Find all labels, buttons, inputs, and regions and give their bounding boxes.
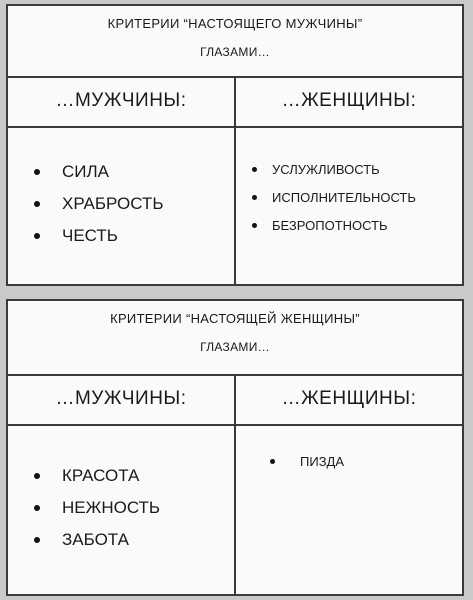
list-item-label: ХРАБРОСТЬ [62,194,164,213]
bullet-icon [34,473,40,479]
card-title: КРИТЕРИИ “НАСТОЯЩЕЙ ЖЕНЩИНЫ” [110,311,360,326]
bullet-icon [252,167,257,172]
list-item-label: ЗАБОТА [62,530,129,549]
left-column-header: …МУЖЧИНЫ: [8,78,236,126]
bullet-icon [270,459,275,464]
bullet-icon [34,537,40,543]
women-criteria-card [6,299,464,596]
left-column-header: …МУЖЧИНЫ: [8,376,236,424]
right-column [236,426,462,596]
right-column-header: …ЖЕНЩИНЫ: [281,388,417,409]
right-column-header: …ЖЕНЩИНЫ: [281,90,417,111]
right-criteria-list [236,426,462,476]
card-subtitle: ГЛАЗАМИ… [200,340,270,354]
bullet-icon [34,505,40,511]
list-item [8,492,234,524]
right-column [236,128,462,286]
list-item [8,188,234,220]
bullet-icon [252,223,257,228]
column-headers [8,376,462,426]
men-criteria-card [6,4,464,286]
list-item [236,212,462,240]
list-item-label: ЧЕСТЬ [62,226,118,245]
card-title-block [8,6,462,78]
list-item [8,220,234,252]
list-item [8,156,234,188]
list-item [8,460,234,492]
criteria-columns [8,426,462,596]
right-criteria-list [236,128,462,240]
left-criteria-list [8,128,234,252]
list-item [8,524,234,556]
list-item-label: УСЛУЖЛИВОСТЬ [272,162,380,177]
card-title: КРИТЕРИИ “НАСТОЯЩЕГО МУЖЧИНЫ” [107,16,363,31]
list-item [236,448,462,476]
bullet-icon [252,195,257,200]
column-headers [8,78,462,128]
criteria-columns [8,128,462,286]
list-item-label: СИЛА [62,162,109,181]
list-item-label: ИСПОЛНИТЕЛЬНОСТЬ [272,190,416,205]
bullet-icon [34,233,40,239]
card-title-block [8,301,462,376]
list-item-label: ПИЗДА [300,454,345,469]
bullet-icon [34,169,40,175]
bullet-icon [34,201,40,207]
list-item-label: БЕЗРОПОТНОСТЬ [272,218,388,233]
list-item-label: НЕЖНОСТЬ [62,498,161,517]
list-item [236,156,462,184]
left-column [8,426,236,596]
list-item [236,184,462,212]
left-criteria-list [8,426,234,556]
list-item-label: КРАСОТА [62,466,140,485]
left-column [8,128,236,286]
card-subtitle: ГЛАЗАМИ… [200,45,270,59]
